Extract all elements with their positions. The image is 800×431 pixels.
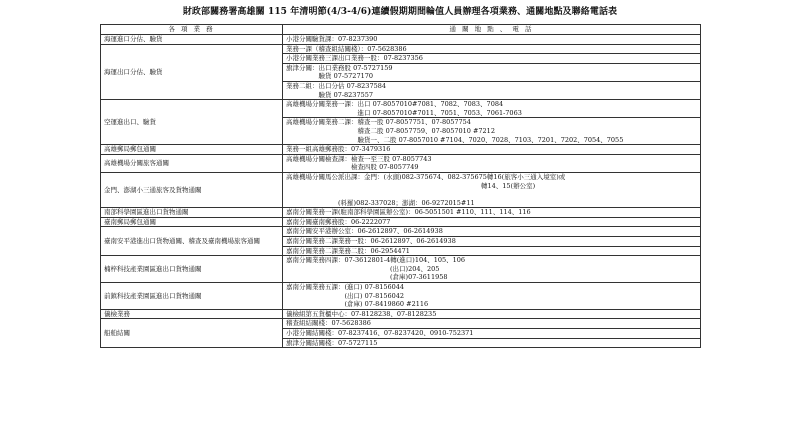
location-cell xyxy=(283,309,701,319)
location-entry xyxy=(283,319,700,329)
location-entry xyxy=(283,218,700,227)
table-row xyxy=(101,100,701,145)
location-cell xyxy=(283,44,701,100)
business-cell: 高雄郵局郵包通關 xyxy=(101,145,283,155)
location-line: (出口) 07-8156042 xyxy=(286,291,405,300)
business-cell: 金門、澎湖小三通旅客及貨物通關 xyxy=(101,172,283,207)
location-line: 嘉南分關業務四課：07-3612801-4轉(進口)104、105、106 xyxy=(286,256,466,265)
location-cell xyxy=(283,172,701,207)
table-row xyxy=(101,208,701,218)
location-entry xyxy=(283,256,700,282)
location-cell xyxy=(283,217,701,227)
header-location: 通 關 地 點 、 電 話 xyxy=(283,25,701,35)
location-line: 高雄機場分關馬公派出課：金門：(水頭)082-375674、082-375675轉16(旅客小三通入境室)或 xyxy=(286,172,566,181)
table-row xyxy=(101,283,701,310)
location-entry xyxy=(283,54,700,64)
location-line: 驗貨一、二股 07-8057010 #7104、7020、7028、7103、7201、7202、7054、7055 xyxy=(286,135,624,144)
business-cell: 臺南安平港進出口貨物通關、稽查及臺南機場旅客通關 xyxy=(101,227,283,256)
location-line: 儀檢組第五貨櫃中心：07-8128238、07-8128235 xyxy=(286,309,437,318)
location-line: 高雄機場分關業務二課：稽查一股 07-8057751、07-8057754 xyxy=(286,118,471,127)
location-line: 稽查組結關棧：07-5628386 xyxy=(286,319,371,328)
location-entry xyxy=(283,64,700,82)
location-entry xyxy=(283,35,700,44)
table-header-row xyxy=(101,25,701,35)
table-row xyxy=(101,217,701,227)
location-cell xyxy=(283,154,701,172)
location-line: 高雄機場分關檢查課：檢查一至三股 07-8057743 xyxy=(286,154,432,163)
table-row xyxy=(101,35,701,45)
location-cell xyxy=(283,100,701,145)
location-line: 小港分關驗貨課：07-8237390 xyxy=(286,35,378,43)
header-business: 各 項 業 務 xyxy=(101,25,283,35)
location-cell xyxy=(283,145,701,155)
location-line: 進口 07-8057010#7011、7051、7053、7061-7063 xyxy=(286,108,522,117)
location-line: 嘉南分關業務五課：(進口) 07-8156044 xyxy=(286,283,405,292)
location-line: (倉庫) 07-8419860 #2116 xyxy=(286,300,429,309)
location-line: 驗貨 07-5727170 xyxy=(286,72,373,81)
location-line: 小港分關結關棧：07-8237416、07-8237420、0910-752371 xyxy=(286,329,474,337)
location-entry xyxy=(283,100,700,118)
table-row xyxy=(101,256,701,283)
location-line: (出口)204、205 xyxy=(286,264,440,273)
location-entry xyxy=(283,227,700,237)
location-entry xyxy=(283,283,700,309)
location-line: 高雄機場分關業務一課：出口 07-8057010#7081、7082、7083、7084 xyxy=(286,100,504,109)
location-cell xyxy=(283,227,701,256)
location-line: 稽查二股 07-8057759、07-8057010 #7212 xyxy=(286,126,495,135)
schedule-table xyxy=(100,24,701,348)
table-row xyxy=(101,145,701,155)
business-cell: 臺南郵局郵包通關 xyxy=(101,217,283,227)
location-entry xyxy=(283,155,700,172)
location-cell xyxy=(283,35,701,45)
business-cell: 南部科學園區進出口貨物通關 xyxy=(101,208,283,218)
location-line: 業務一組高雄郵務股：07-3479316 xyxy=(286,145,391,154)
page-title: 財政部關務署高雄關 115 年清明節(4/3-4/6)連續假期期間輪值人員辦理各項業務、通關地點及聯絡電話表 xyxy=(182,7,618,17)
location-line: 嘉南分關業務二課業務一股：06-2612897、06-2614938 xyxy=(286,237,456,246)
location-line: 嘉南分關業務一課(駐南部科學園區辦公室)：06-5051501 #110、111、114、116 xyxy=(286,208,531,217)
table-row xyxy=(101,309,701,319)
location-entry xyxy=(283,310,700,319)
table-row xyxy=(101,44,701,100)
location-entry xyxy=(283,45,700,55)
business-cell: 楠梓科技產業園區進出口貨物通關 xyxy=(101,256,283,283)
location-entry xyxy=(283,329,700,339)
location-cell xyxy=(283,256,701,283)
location-entry xyxy=(283,145,700,154)
location-entry xyxy=(283,237,700,247)
location-line: 旗津分關結關棧：07-5727115 xyxy=(286,338,378,347)
business-cell: 空運進出口、驗貨 xyxy=(101,100,283,145)
table-row xyxy=(101,319,701,348)
location-cell xyxy=(283,208,701,218)
location-entry xyxy=(283,173,700,207)
business-cell: 海運出口分估、驗貨 xyxy=(101,44,283,100)
table-row xyxy=(101,227,701,256)
table-row xyxy=(101,172,701,207)
business-cell: 高雄機場分關旅客通關 xyxy=(101,154,283,172)
location-cell xyxy=(283,319,701,348)
location-line xyxy=(286,190,697,199)
location-entry xyxy=(283,208,700,217)
location-line: 驗貨 07-8237557 xyxy=(286,90,373,99)
location-line: (料羅)082-337028；澎湖：06-9272015#11 xyxy=(286,198,475,207)
location-entry xyxy=(283,118,700,144)
location-line: 小港分關業務三課出口業務一股：07-8237356 xyxy=(286,54,423,63)
location-line: 轉14、15(辦公室) xyxy=(286,181,536,190)
business-cell: 海運進口分估、驗貨 xyxy=(101,35,283,45)
location-line: 業務一課（稽查組結關棧）：07-5628386 xyxy=(286,44,407,53)
location-line: 旗津分關：出口業務股 07-5727159 xyxy=(286,63,393,72)
location-line: (倉庫)07-3611958 xyxy=(286,273,448,282)
location-entry xyxy=(283,339,700,348)
location-line: 業務二組：出口分估 07-8237584 xyxy=(286,81,386,90)
business-cell: 儀檢業務 xyxy=(101,309,283,319)
business-cell: 船舶結關 xyxy=(101,319,283,348)
table-body xyxy=(101,35,701,348)
table-row xyxy=(101,154,701,172)
location-line: 檢查四股 07-8057749 xyxy=(286,163,419,172)
business-cell: 前鎮科技產業園區進出口貨物通關 xyxy=(101,283,283,310)
location-entry xyxy=(283,82,700,99)
location-line: 嘉南分關業務二課業務二股：06-2954471 xyxy=(286,246,410,255)
location-entry xyxy=(283,247,700,256)
location-line: 嘉南分關安平港辦公室：06-2612897、06-2614938 xyxy=(286,227,443,236)
location-cell xyxy=(283,283,701,310)
location-line: 嘉南分關臺南郵務股：06-2222077 xyxy=(286,217,391,226)
